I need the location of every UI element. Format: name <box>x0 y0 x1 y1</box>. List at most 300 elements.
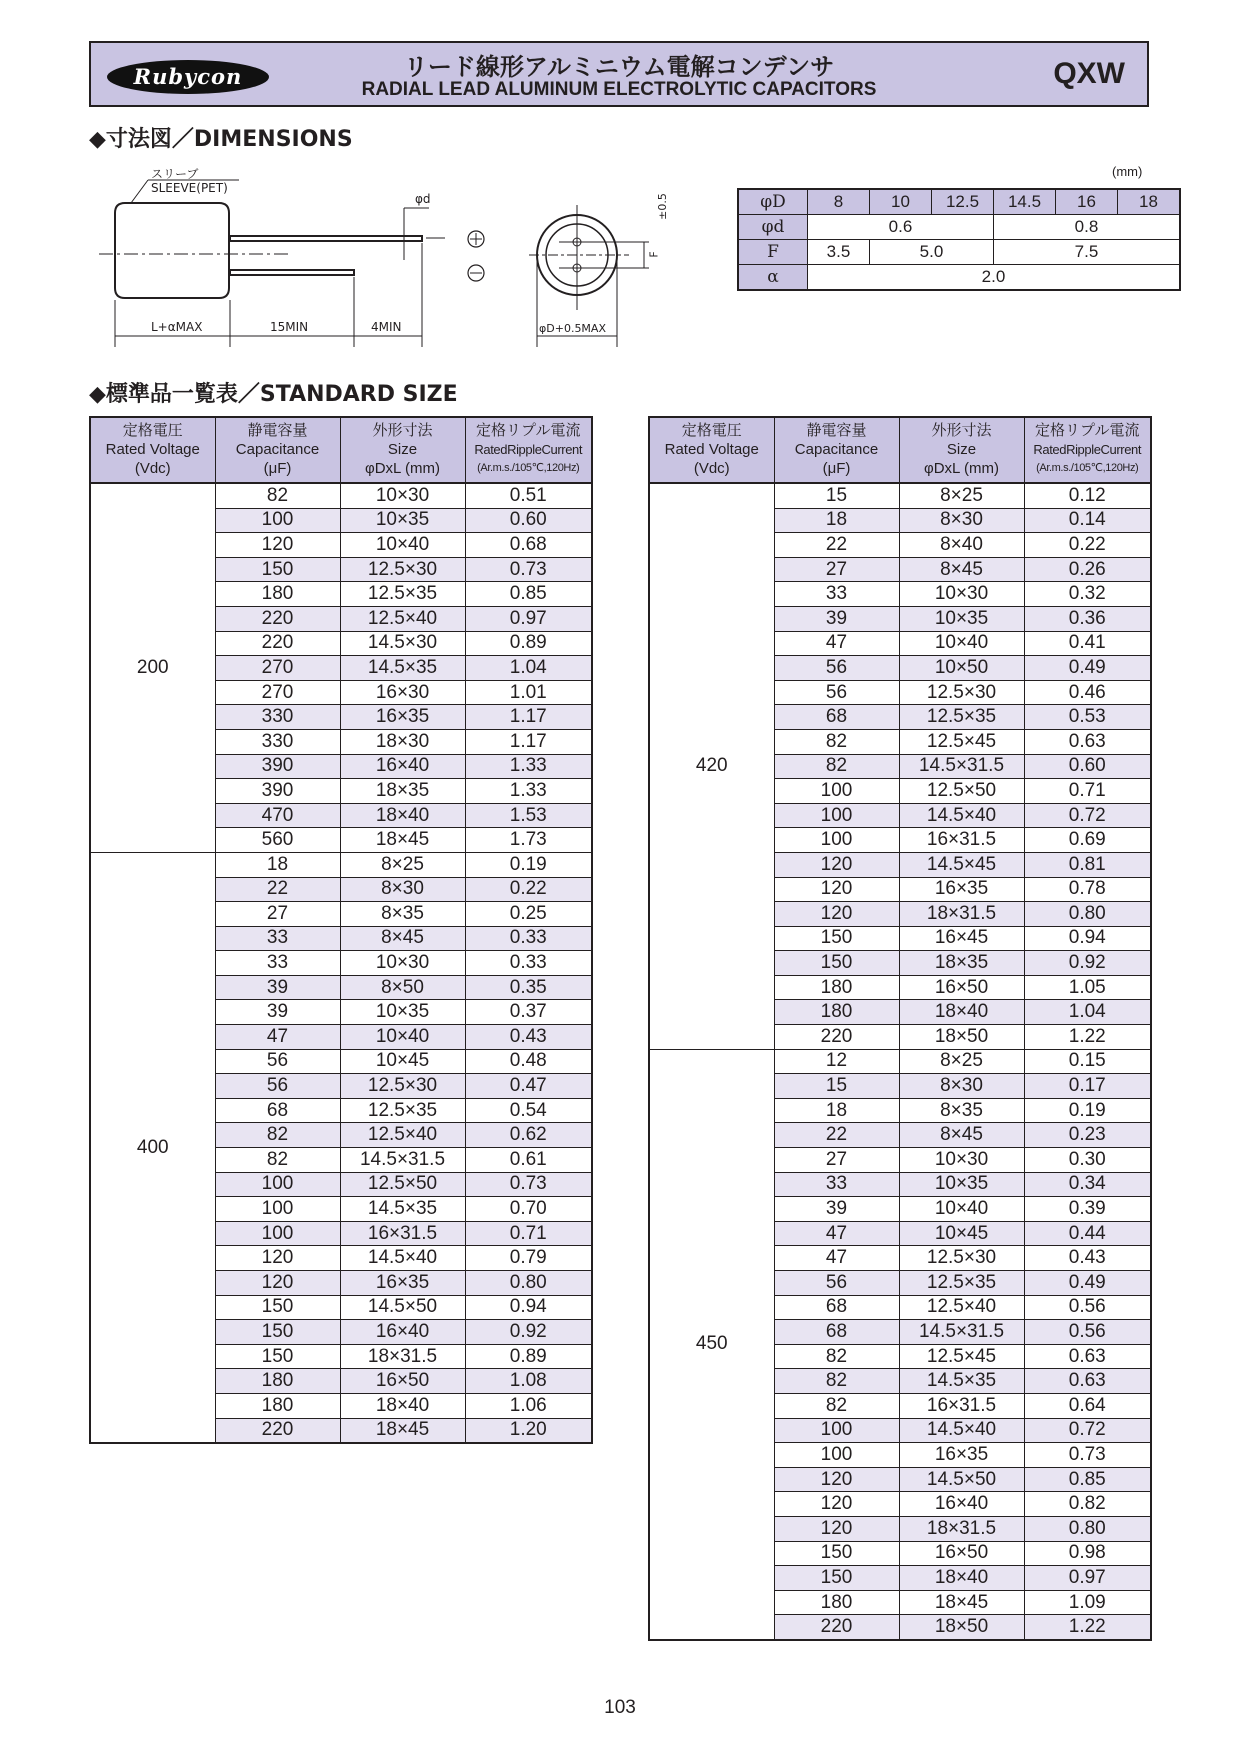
capacitance-cell: 82 <box>774 1369 899 1394</box>
ripple-cell: 1.09 <box>1024 1590 1151 1615</box>
f-row: F 3.5 5.0 7.5 <box>738 240 1180 265</box>
size-cell: 18×30 <box>340 729 465 754</box>
ripple-cell: 0.30 <box>1024 1148 1151 1173</box>
ripple-cell: 1.01 <box>465 680 592 705</box>
capacitance-cell: 27 <box>215 902 340 927</box>
ripple-cell: 0.78 <box>1024 877 1151 902</box>
ripple-cell: 1.08 <box>465 1369 592 1394</box>
size-cell: 8×50 <box>340 975 465 1000</box>
capacitance-cell: 150 <box>215 1295 340 1320</box>
ripple-cell: 0.56 <box>1024 1320 1151 1345</box>
size-cell: 18×35 <box>899 951 1024 976</box>
phiD-row: φD 8 10 12.5 14.5 16 18 <box>738 189 1180 215</box>
size-cell: 16×40 <box>340 1320 465 1345</box>
capacitance-cell: 220 <box>215 631 340 656</box>
ripple-cell: 0.62 <box>465 1123 592 1148</box>
table-row <box>90 483 592 508</box>
ripple-cell: 0.80 <box>1024 1516 1151 1541</box>
ripple-cell: 0.73 <box>465 1172 592 1197</box>
size-cell: 18×31.5 <box>899 902 1024 927</box>
size-cell: 16×31.5 <box>899 828 1024 853</box>
ripple-cell: 0.34 <box>1024 1172 1151 1197</box>
size-cell: 18×31.5 <box>899 1516 1024 1541</box>
standard-size-table-right <box>648 416 1152 1641</box>
ripple-cell: 0.81 <box>1024 852 1151 877</box>
size-cell: 14.5×50 <box>340 1295 465 1320</box>
ripple-cell: 0.32 <box>1024 582 1151 607</box>
capacitance-cell: 56 <box>215 1074 340 1099</box>
ripple-cell: 0.12 <box>1024 483 1151 508</box>
capacitance-cell: 56 <box>774 656 899 681</box>
capacitance-cell: 100 <box>774 1443 899 1468</box>
capacitance-cell: 82 <box>774 754 899 779</box>
ripple-cell: 0.22 <box>1024 533 1151 558</box>
size-cell: 8×45 <box>899 1123 1024 1148</box>
ripple-cell: 0.70 <box>465 1197 592 1222</box>
capacitance-cell: 390 <box>215 779 340 804</box>
voltage-cell: 200 <box>90 483 215 852</box>
size-cell: 10×40 <box>340 1025 465 1050</box>
capacitance-cell: 22 <box>215 877 340 902</box>
size-cell: 16×31.5 <box>340 1221 465 1246</box>
ripple-cell: 0.43 <box>465 1025 592 1050</box>
ripple-cell: 0.36 <box>1024 606 1151 631</box>
ripple-cell: 1.04 <box>465 656 592 681</box>
lead-diameter-label: φd <box>415 192 431 206</box>
ripple-cell: 0.97 <box>1024 1566 1151 1591</box>
size-cell: 10×30 <box>340 483 465 508</box>
size-cell: 10×35 <box>340 508 465 533</box>
size-cell: 8×30 <box>899 508 1024 533</box>
voltage-cell: 420 <box>649 483 774 1049</box>
capacitance-cell: 180 <box>774 1000 899 1025</box>
ripple-cell: 0.44 <box>1024 1221 1151 1246</box>
capacitance-cell: 47 <box>215 1025 340 1050</box>
capacitance-cell: 27 <box>774 1148 899 1173</box>
page-header <box>89 41 1149 107</box>
size-cell: 12.5×45 <box>899 729 1024 754</box>
capacitance-cell: 47 <box>774 1246 899 1271</box>
ripple-cell: 1.33 <box>465 779 592 804</box>
voltage-header: 定格電圧 Rated Voltage (Vdc) <box>649 417 774 483</box>
ripple-cell: 0.69 <box>1024 828 1151 853</box>
f-tolerance-label: ±0.5 <box>655 193 669 220</box>
table-row <box>90 852 592 877</box>
alpha-row: α 2.0 <box>738 265 1180 291</box>
ripple-cell: 0.98 <box>1024 1541 1151 1566</box>
ripple-cell: 0.51 <box>465 483 592 508</box>
ripple-cell: 0.73 <box>1024 1443 1151 1468</box>
size-cell: 8×25 <box>899 1049 1024 1074</box>
ripple-cell: 0.49 <box>1024 656 1151 681</box>
capacitance-cell: 82 <box>774 1393 899 1418</box>
lead-15min-label: 15MIN <box>270 320 309 334</box>
ripple-header: 定格リプル電流 RatedRippleCurrent (Ar.m.s./105℃,120Hz) <box>465 417 592 483</box>
ripple-cell: 0.48 <box>465 1049 592 1074</box>
sleeve-label: スリーブ SLEEVE(PET) <box>151 167 228 195</box>
capacitance-cell: 120 <box>774 1516 899 1541</box>
ripple-cell: 0.79 <box>465 1246 592 1271</box>
ripple-cell: 0.63 <box>1024 1344 1151 1369</box>
size-cell: 12.5×40 <box>340 1123 465 1148</box>
capacitance-cell: 18 <box>774 1098 899 1123</box>
capacitance-cell: 56 <box>215 1049 340 1074</box>
ripple-cell: 0.60 <box>465 508 592 533</box>
capacitance-cell: 220 <box>215 606 340 631</box>
ripple-cell: 0.85 <box>1024 1467 1151 1492</box>
ripple-cell: 0.26 <box>1024 557 1151 582</box>
size-cell: 14.5×40 <box>899 1418 1024 1443</box>
capacitance-cell: 39 <box>774 1197 899 1222</box>
size-cell: 14.5×30 <box>340 631 465 656</box>
capacitance-cell: 18 <box>215 852 340 877</box>
size-cell: 18×35 <box>340 779 465 804</box>
ripple-cell: 0.15 <box>1024 1049 1151 1074</box>
ripple-cell: 0.17 <box>1024 1074 1151 1099</box>
size-cell: 10×30 <box>899 582 1024 607</box>
standard-size-section-title: ◆標準品一覧表／STANDARD SIZE <box>89 382 458 407</box>
size-cell: 18×40 <box>899 1566 1024 1591</box>
ripple-cell: 0.73 <box>465 557 592 582</box>
size-cell: 8×45 <box>899 557 1024 582</box>
size-cell: 10×50 <box>899 656 1024 681</box>
size-cell: 12.5×35 <box>340 1098 465 1123</box>
ripple-cell: 0.82 <box>1024 1492 1151 1517</box>
ripple-cell: 0.41 <box>1024 631 1151 656</box>
capacitance-cell: 120 <box>215 1271 340 1296</box>
f-label: F <box>647 251 661 258</box>
ripple-cell: 1.22 <box>1024 1025 1151 1050</box>
capacitance-cell: 150 <box>215 1320 340 1345</box>
capacitance-header: 静電容量 Capacitance (μF) <box>774 417 899 483</box>
size-cell: 8×25 <box>899 483 1024 508</box>
size-cell: 16×35 <box>340 705 465 730</box>
size-cell: 8×30 <box>340 877 465 902</box>
capacitance-cell: 68 <box>774 705 899 730</box>
size-cell: 14.5×35 <box>340 656 465 681</box>
capacitance-cell: 120 <box>774 877 899 902</box>
ripple-cell: 0.94 <box>465 1295 592 1320</box>
ripple-cell: 0.61 <box>465 1148 592 1173</box>
capacitance-header: 静電容量 Capacitance (μF) <box>215 417 340 483</box>
capacitance-cell: 82 <box>215 1148 340 1173</box>
size-cell: 16×30 <box>340 680 465 705</box>
capacitance-cell: 560 <box>215 828 340 853</box>
capacitance-cell: 220 <box>774 1025 899 1050</box>
size-cell: 10×40 <box>899 1197 1024 1222</box>
ripple-cell: 0.35 <box>465 975 592 1000</box>
size-cell: 8×30 <box>899 1074 1024 1099</box>
ripple-cell: 1.20 <box>465 1418 592 1443</box>
capacitance-cell: 150 <box>215 557 340 582</box>
capacitance-cell: 12 <box>774 1049 899 1074</box>
size-cell: 12.5×35 <box>899 1271 1024 1296</box>
capacitance-cell: 150 <box>215 1344 340 1369</box>
ripple-cell: 1.33 <box>465 754 592 779</box>
ripple-cell: 0.71 <box>465 1221 592 1246</box>
capacitance-cell: 470 <box>215 803 340 828</box>
size-cell: 10×30 <box>340 951 465 976</box>
capacitance-cell: 33 <box>774 582 899 607</box>
size-cell: 10×45 <box>340 1049 465 1074</box>
capacitance-cell: 270 <box>215 680 340 705</box>
capacitance-cell: 82 <box>215 483 340 508</box>
size-cell: 10×40 <box>899 631 1024 656</box>
capacitance-cell: 100 <box>215 1197 340 1222</box>
capacitance-cell: 270 <box>215 656 340 681</box>
capacitance-cell: 18 <box>774 508 899 533</box>
ripple-cell: 0.68 <box>465 533 592 558</box>
ripple-cell: 0.54 <box>465 1098 592 1123</box>
size-cell: 12.5×45 <box>899 1344 1024 1369</box>
size-header: 外形寸法 Size φDxL (mm) <box>340 417 465 483</box>
rubycon-logo: Rubycon <box>107 60 269 94</box>
size-cell: 18×31.5 <box>340 1344 465 1369</box>
ripple-cell: 1.06 <box>465 1393 592 1418</box>
unit-label: (mm) <box>1112 164 1143 179</box>
standard-size-table-left <box>89 416 593 1444</box>
capacitance-cell: 82 <box>774 1344 899 1369</box>
capacitance-cell: 180 <box>215 1369 340 1394</box>
size-cell: 12.5×50 <box>899 779 1024 804</box>
capacitance-cell: 150 <box>774 951 899 976</box>
ripple-cell: 0.80 <box>465 1271 592 1296</box>
size-cell: 18×45 <box>340 828 465 853</box>
capacitance-cell: 33 <box>774 1172 899 1197</box>
ripple-cell: 1.17 <box>465 729 592 754</box>
ripple-cell: 0.72 <box>1024 1418 1151 1443</box>
capacitance-cell: 180 <box>215 1393 340 1418</box>
capacitance-cell: 47 <box>774 1221 899 1246</box>
size-cell: 12.5×40 <box>340 606 465 631</box>
capacitance-cell: 82 <box>215 1123 340 1148</box>
capacitance-cell: 56 <box>774 680 899 705</box>
capacitance-cell: 330 <box>215 729 340 754</box>
ripple-cell: 0.19 <box>1024 1098 1151 1123</box>
capacitance-cell: 220 <box>215 1418 340 1443</box>
capacitance-cell: 180 <box>774 1590 899 1615</box>
size-cell: 16×50 <box>899 1541 1024 1566</box>
size-cell: 16×50 <box>899 975 1024 1000</box>
voltage-cell: 450 <box>649 1049 774 1640</box>
capacitance-cell: 150 <box>774 926 899 951</box>
capacitance-cell: 390 <box>215 754 340 779</box>
capacitance-cell: 27 <box>774 557 899 582</box>
size-cell: 8×25 <box>340 852 465 877</box>
series-code: QXW <box>1053 57 1125 90</box>
dimensions-section-title: ◆寸法図／DIMENSIONS <box>89 127 353 152</box>
size-cell: 12.5×35 <box>899 705 1024 730</box>
ripple-cell: 0.63 <box>1024 729 1151 754</box>
capacitance-cell: 15 <box>774 483 899 508</box>
ripple-cell: 0.92 <box>465 1320 592 1345</box>
size-cell: 10×35 <box>899 606 1024 631</box>
capacitance-cell: 82 <box>774 729 899 754</box>
size-cell: 18×50 <box>899 1025 1024 1050</box>
ripple-header: 定格リプル電流 RatedRippleCurrent (Ar.m.s./105℃,120Hz) <box>1024 417 1151 483</box>
size-cell: 12.5×30 <box>340 1074 465 1099</box>
capacitance-cell: 39 <box>215 1000 340 1025</box>
ripple-cell: 0.85 <box>465 582 592 607</box>
size-cell: 12.5×30 <box>899 680 1024 705</box>
ripple-cell: 0.37 <box>465 1000 592 1025</box>
capacitance-cell: 33 <box>215 951 340 976</box>
capacitance-cell: 220 <box>774 1615 899 1640</box>
ripple-cell: 0.53 <box>1024 705 1151 730</box>
size-cell: 10×35 <box>899 1172 1024 1197</box>
ripple-cell: 0.71 <box>1024 779 1151 804</box>
ripple-cell: 0.33 <box>465 951 592 976</box>
ripple-cell: 0.64 <box>1024 1393 1151 1418</box>
capacitance-cell: 120 <box>774 1467 899 1492</box>
size-cell: 14.5×35 <box>340 1197 465 1222</box>
ripple-cell: 0.94 <box>1024 926 1151 951</box>
capacitance-cell: 180 <box>774 975 899 1000</box>
diameter-max-label: φD+0.5MAX <box>539 322 606 335</box>
size-cell: 16×31.5 <box>899 1393 1024 1418</box>
size-cell: 14.5×31.5 <box>340 1148 465 1173</box>
length-label: L+αMAX <box>151 320 203 334</box>
size-cell: 16×35 <box>899 877 1024 902</box>
ripple-cell: 0.39 <box>1024 1197 1151 1222</box>
ripple-cell: 0.92 <box>1024 951 1151 976</box>
ripple-cell: 0.25 <box>465 902 592 927</box>
size-cell: 18×45 <box>899 1590 1024 1615</box>
ripple-cell: 0.14 <box>1024 508 1151 533</box>
ripple-cell: 1.05 <box>1024 975 1151 1000</box>
ripple-cell: 0.89 <box>465 1344 592 1369</box>
title-english: RADIAL LEAD ALUMINUM ELECTROLYTIC CAPACITORS <box>361 79 877 100</box>
capacitance-cell: 100 <box>774 779 899 804</box>
size-cell: 16×50 <box>340 1369 465 1394</box>
ripple-cell: 0.43 <box>1024 1246 1151 1271</box>
size-cell: 18×45 <box>340 1418 465 1443</box>
capacitance-cell: 56 <box>774 1271 899 1296</box>
ripple-cell: 0.19 <box>465 852 592 877</box>
ripple-cell: 0.97 <box>465 606 592 631</box>
capacitance-cell: 330 <box>215 705 340 730</box>
capacitance-cell: 68 <box>774 1320 899 1345</box>
size-cell: 16×40 <box>899 1492 1024 1517</box>
size-cell: 18×40 <box>899 1000 1024 1025</box>
size-cell: 8×45 <box>340 926 465 951</box>
size-cell: 12.5×30 <box>899 1246 1024 1271</box>
size-cell: 8×40 <box>899 533 1024 558</box>
ripple-cell: 0.89 <box>465 631 592 656</box>
size-cell: 14.5×50 <box>899 1467 1024 1492</box>
table-header <box>649 417 1151 483</box>
size-cell: 10×35 <box>340 1000 465 1025</box>
ripple-cell: 0.80 <box>1024 902 1151 927</box>
capacitance-cell: 22 <box>774 533 899 558</box>
capacitance-cell: 47 <box>774 631 899 656</box>
ripple-cell: 0.63 <box>1024 1369 1151 1394</box>
table-header <box>90 417 592 483</box>
lead-4min-label: 4MIN <box>371 320 402 334</box>
capacitance-cell: 100 <box>774 1418 899 1443</box>
size-cell: 18×50 <box>899 1615 1024 1640</box>
size-cell: 18×40 <box>340 1393 465 1418</box>
capacitance-cell: 150 <box>774 1541 899 1566</box>
size-cell: 8×35 <box>899 1098 1024 1123</box>
size-cell: 16×35 <box>899 1443 1024 1468</box>
ripple-cell: 0.22 <box>465 877 592 902</box>
capacitor-dimension-diagram <box>89 160 689 350</box>
size-cell: 16×45 <box>899 926 1024 951</box>
table-row <box>649 1049 1151 1074</box>
size-cell: 18×40 <box>340 803 465 828</box>
capacitance-cell: 120 <box>774 852 899 877</box>
size-cell: 16×35 <box>340 1271 465 1296</box>
size-cell: 10×45 <box>899 1221 1024 1246</box>
capacitance-cell: 15 <box>774 1074 899 1099</box>
capacitance-cell: 120 <box>774 1492 899 1517</box>
ripple-cell: 0.23 <box>1024 1123 1151 1148</box>
size-cell: 12.5×30 <box>340 557 465 582</box>
phid-row: φd 0.6 0.8 <box>738 215 1180 240</box>
size-cell: 16×40 <box>340 754 465 779</box>
ripple-cell: 1.04 <box>1024 1000 1151 1025</box>
voltage-cell: 400 <box>90 852 215 1443</box>
capacitance-cell: 150 <box>774 1566 899 1591</box>
capacitance-cell: 22 <box>774 1123 899 1148</box>
size-cell: 14.5×40 <box>899 803 1024 828</box>
ripple-cell: 0.60 <box>1024 754 1151 779</box>
capacitance-cell: 100 <box>774 803 899 828</box>
size-cell: 10×30 <box>899 1148 1024 1173</box>
ripple-cell: 0.46 <box>1024 680 1151 705</box>
ripple-cell: 1.17 <box>465 705 592 730</box>
size-cell: 12.5×40 <box>899 1295 1024 1320</box>
ripple-cell: 1.22 <box>1024 1615 1151 1640</box>
size-cell: 8×35 <box>340 902 465 927</box>
page-number: 103 <box>604 1697 636 1718</box>
size-cell: 14.5×35 <box>899 1369 1024 1394</box>
size-cell: 14.5×40 <box>340 1246 465 1271</box>
size-cell: 14.5×31.5 <box>899 1320 1024 1345</box>
ripple-cell: 1.53 <box>465 803 592 828</box>
ripple-cell: 0.56 <box>1024 1295 1151 1320</box>
title-japanese: リード線形アルミニウム電解コンデンサ <box>403 53 835 81</box>
ripple-cell: 1.73 <box>465 828 592 853</box>
dimensions-table <box>737 188 1181 291</box>
size-cell: 14.5×45 <box>899 852 1024 877</box>
capacitance-cell: 68 <box>215 1098 340 1123</box>
ripple-cell: 0.47 <box>465 1074 592 1099</box>
capacitance-cell: 100 <box>215 1221 340 1246</box>
size-cell: 14.5×31.5 <box>899 754 1024 779</box>
capacitance-cell: 39 <box>215 975 340 1000</box>
capacitance-cell: 100 <box>774 828 899 853</box>
capacitance-cell: 68 <box>774 1295 899 1320</box>
ripple-cell: 0.72 <box>1024 803 1151 828</box>
table-row <box>649 483 1151 508</box>
capacitance-cell: 120 <box>215 533 340 558</box>
capacitance-cell: 120 <box>215 1246 340 1271</box>
size-cell: 12.5×35 <box>340 582 465 607</box>
size-cell: 10×40 <box>340 533 465 558</box>
capacitance-cell: 180 <box>215 582 340 607</box>
ripple-cell: 0.49 <box>1024 1271 1151 1296</box>
capacitance-cell: 33 <box>215 926 340 951</box>
capacitance-cell: 39 <box>774 606 899 631</box>
size-cell: 12.5×50 <box>340 1172 465 1197</box>
size-header: 外形寸法 Size φDxL (mm) <box>899 417 1024 483</box>
capacitance-cell: 100 <box>215 508 340 533</box>
voltage-header: 定格電圧 Rated Voltage (Vdc) <box>90 417 215 483</box>
capacitance-cell: 120 <box>774 902 899 927</box>
ripple-cell: 0.33 <box>465 926 592 951</box>
